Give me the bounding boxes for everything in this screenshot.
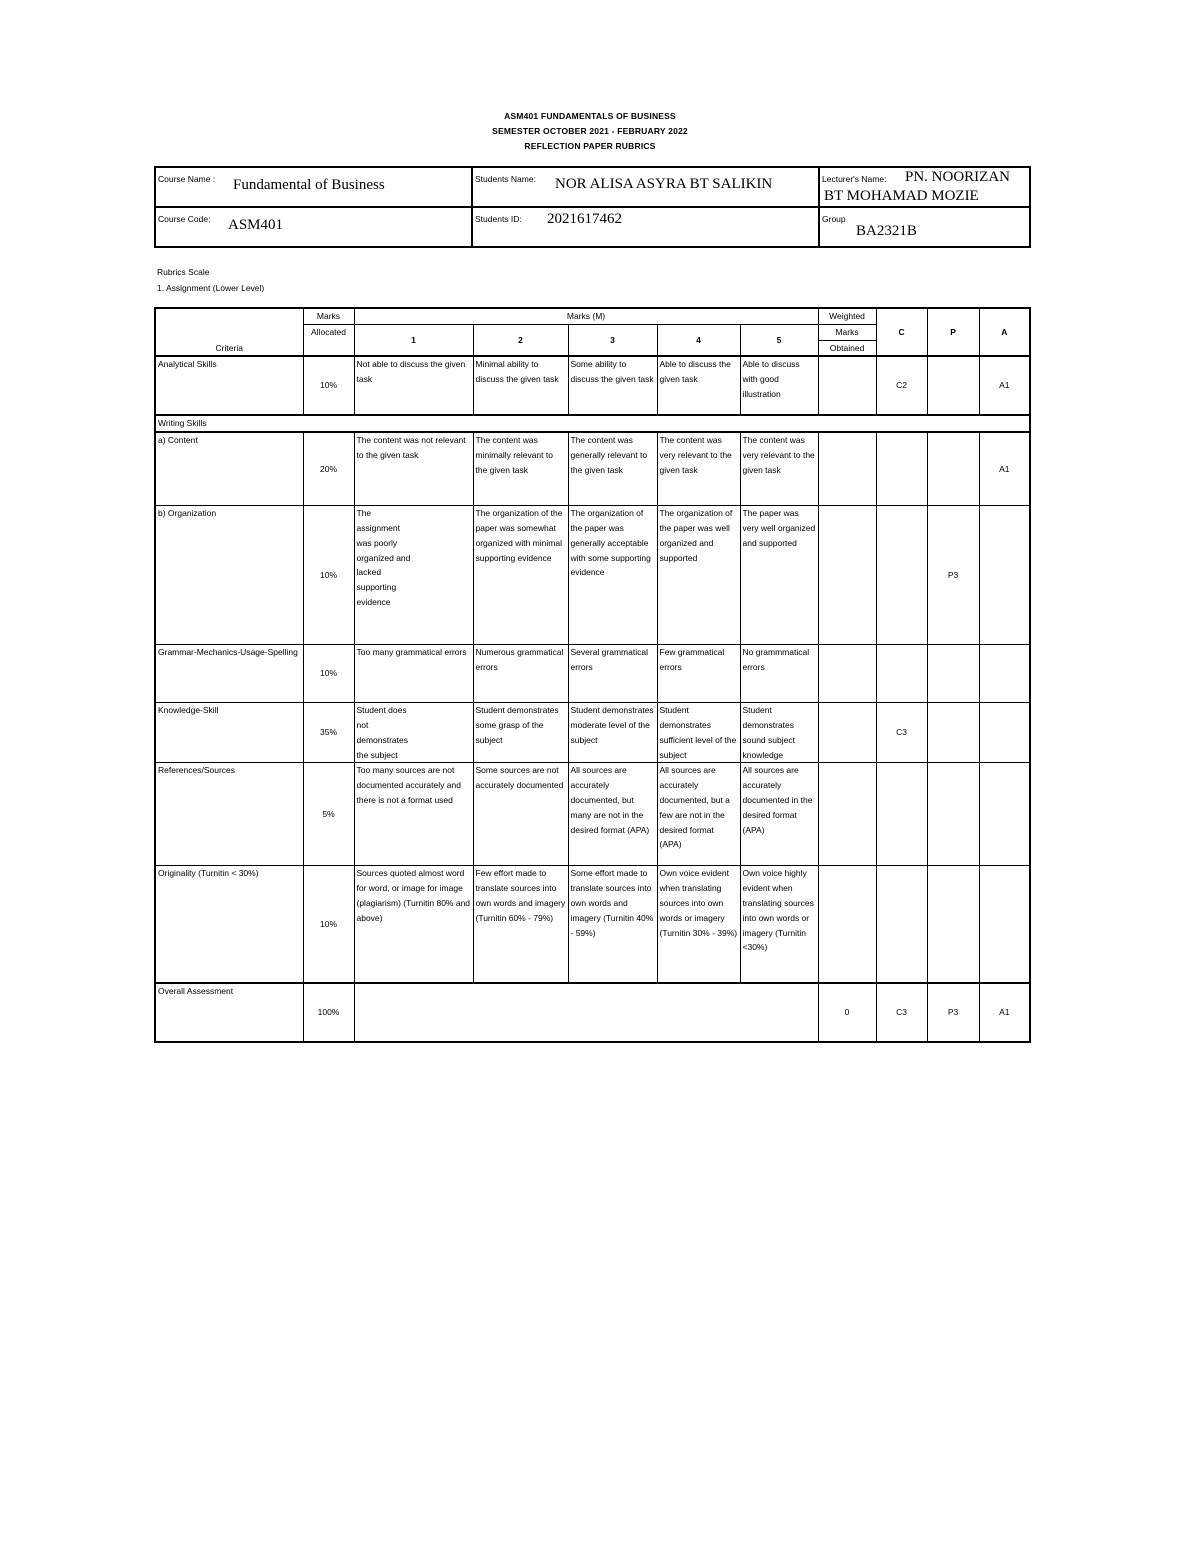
alloc-overall: 100%	[303, 983, 354, 1042]
rubric-row-knowledge	[155, 703, 1030, 763]
course-name-value: Fundamental of Business	[233, 177, 385, 193]
level-3-content: The content was generally relevant to the given task	[568, 432, 657, 506]
level-2-references: Some sources are not accurately documented	[473, 763, 568, 866]
rubric-scale-subtitle: 1. Assignment (Lower Level)	[157, 283, 265, 293]
alloc-organization: 10%	[303, 506, 354, 645]
c-organization	[876, 506, 927, 645]
header-obtained: Obtained	[818, 340, 876, 356]
header-marks: Marks	[303, 308, 354, 324]
level-1-analytical: Not able to discuss the given task	[354, 356, 473, 415]
rubric-row-analytical	[155, 356, 1030, 415]
student-id-value: 2021617462	[547, 211, 622, 227]
weighted-overall: 0	[818, 983, 876, 1042]
level-5-analytical: Able to discuss with good illustration	[740, 356, 818, 415]
alloc-knowledge: 35%	[303, 703, 354, 763]
level-4-grammar: Few grammatical errors	[657, 645, 740, 703]
student-id-cell	[472, 207, 819, 247]
a-overall: A1	[979, 983, 1030, 1042]
rubric-header-row-1	[155, 308, 1030, 324]
p-organization: P3	[927, 506, 979, 645]
overall-empty-cell	[354, 983, 818, 1042]
weighted-references	[818, 763, 876, 866]
level-3-grammar: Several grammatical errors	[568, 645, 657, 703]
header-c: C	[876, 308, 927, 356]
level-5-organization: The paper was very well organized and supported	[740, 506, 818, 645]
rubric-table	[154, 307, 1031, 1043]
student-id-label: Students ID:	[475, 214, 522, 224]
level-2-knowledge: Student demonstrates some grasp of the subject	[473, 703, 568, 763]
level-3-knowledge: Student demonstrates moderate level of the subject	[568, 703, 657, 763]
header-a: A	[979, 308, 1030, 356]
header-weighted: Weighted	[818, 308, 876, 324]
header-rubric-title: REFLECTION PAPER RUBRICS	[524, 141, 656, 151]
a-organization	[979, 506, 1030, 645]
course-code-cell	[155, 207, 472, 247]
document-header	[0, 109, 1180, 154]
header-level-3: 3	[568, 324, 657, 356]
lecturer-cell	[819, 167, 1030, 207]
level-3-organization: The organization of the paper was generally acceptable with some supporting evidence	[568, 506, 657, 645]
rubric-scale-title: Rubrics Scale	[157, 267, 210, 277]
level-1-references: Too many sources are not documented accurately and there is not a format used	[354, 763, 473, 866]
group-cell	[819, 207, 1030, 247]
header-course-title: ASM401 FUNDAMENTALS OF BUSINESS	[504, 111, 676, 121]
c-content	[876, 432, 927, 506]
alloc-references: 5%	[303, 763, 354, 866]
rubric-scale	[157, 264, 264, 296]
header-level-5: 5	[740, 324, 818, 356]
alloc-content: 20%	[303, 432, 354, 506]
weighted-originality	[818, 866, 876, 984]
level-3-analytical: Some ability to discuss the given task	[568, 356, 657, 415]
a-analytical: A1	[979, 356, 1030, 415]
level-2-content: The content was minimally relevant to the given task	[473, 432, 568, 506]
level-5-content: The content was very relevant to the given task	[740, 432, 818, 506]
c-originality	[876, 866, 927, 984]
criteria-organization: b) Organization	[155, 506, 303, 645]
weighted-grammar	[818, 645, 876, 703]
alloc-originality: 10%	[303, 866, 354, 984]
a-content: A1	[979, 432, 1030, 506]
level-5-originality: Own voice highly evident when translating sources into own words or imagery (Turnitin <30%)	[740, 866, 818, 984]
course-code-label: Course Code:	[158, 214, 211, 224]
level-4-knowledge: Student demonstrates sufficient level of the subject	[657, 703, 740, 763]
student-name-cell	[472, 167, 819, 207]
rubric-row-organization	[155, 506, 1030, 645]
header-criteria: Criteria	[155, 308, 303, 356]
a-grammar	[979, 645, 1030, 703]
lecturer-value-line1: PN. NOORIZAN	[905, 169, 1010, 185]
level-4-originality: Own voice evident when translating sources into own words or imagery (Turnitin 30% - 39%)	[657, 866, 740, 984]
level-1-grammar: Too many grammatical errors	[354, 645, 473, 703]
p-analytical	[927, 356, 979, 415]
header-level-1: 1	[354, 324, 473, 356]
level-4-organization: The organization of the paper was well organized and supported	[657, 506, 740, 645]
level-5-grammar: No grammmatical errors	[740, 645, 818, 703]
rubric-row-overall	[155, 983, 1030, 1042]
header-semester: SEMESTER OCTOBER 2021 - FEBRUARY 2022	[492, 126, 688, 136]
header-weighted-marks: Marks	[818, 324, 876, 340]
p-overall: P3	[927, 983, 979, 1042]
rubric-row-originality	[155, 866, 1030, 984]
level-1-originality: Sources quoted almost word for word, or image for image (plagiarism) (Turnitin 80% and above)	[354, 866, 473, 984]
level-4-references: All sources are accurately documented, but a few are not in the desired format (APA)	[657, 763, 740, 866]
a-originality	[979, 866, 1030, 984]
weighted-content	[818, 432, 876, 506]
level-3-references: All sources are accurately documented, but many are not in the desired format (APA)	[568, 763, 657, 866]
lecturer-label: Lecturer's Name:	[822, 174, 887, 184]
c-grammar	[876, 645, 927, 703]
criteria-knowledge: Knowledge-Skill	[155, 703, 303, 763]
p-references	[927, 763, 979, 866]
c-overall: C3	[876, 983, 927, 1042]
group-value: BA2321B	[856, 223, 917, 239]
c-references	[876, 763, 927, 866]
level-2-grammar: Numerous grammatical errors	[473, 645, 568, 703]
level-1-knowledge: Student does not demonstrates the subject	[354, 703, 473, 763]
level-5-references: All sources are accurately documented in the desired format (APA)	[740, 763, 818, 866]
weighted-organization	[818, 506, 876, 645]
course-code-value: ASM401	[228, 217, 284, 233]
writing-skills-label: Writing Skills	[155, 415, 1030, 432]
level-1-organization: The assignment was poorly organized and lacked supporting evidence	[354, 506, 473, 645]
header-p: P	[927, 308, 979, 356]
student-info-table	[154, 166, 1031, 248]
student-name-label: Students Name:	[475, 174, 536, 184]
group-label: Group	[822, 214, 846, 224]
criteria-content: a) Content	[155, 432, 303, 506]
criteria-references: References/Sources	[155, 763, 303, 866]
level-1-content: The content was not relevant to the given task	[354, 432, 473, 506]
lecturer-value-line2: BT MOHAMAD MOZIE	[824, 188, 979, 204]
c-knowledge: C3	[876, 703, 927, 763]
rubric-row-references	[155, 763, 1030, 866]
level-3-originality: Some effort made to translate sources into own words and imagery (Turnitin 40% - 59%)	[568, 866, 657, 984]
header-level-4: 4	[657, 324, 740, 356]
level-4-content: The content was very relevant to the given task	[657, 432, 740, 506]
level-2-organization: The organization of the paper was somewhat organized with minimal supporting evidence	[473, 506, 568, 645]
a-knowledge	[979, 703, 1030, 763]
alloc-grammar: 10%	[303, 645, 354, 703]
criteria-overall: Overall Assessment	[155, 983, 303, 1042]
p-grammar	[927, 645, 979, 703]
p-knowledge	[927, 703, 979, 763]
level-2-originality: Few effort made to translate sources into own words and imagery (Turnitin 60% - 79%)	[473, 866, 568, 984]
course-name-label: Course Name :	[158, 174, 216, 184]
criteria-originality: Originality (Turnitin < 30%)	[155, 866, 303, 984]
weighted-knowledge	[818, 703, 876, 763]
level-4-analytical: Able to discuss the given task	[657, 356, 740, 415]
c-analytical: C2	[876, 356, 927, 415]
criteria-grammar: Grammar-Mechanics-Usage-Spelling	[155, 645, 303, 703]
header-marks-m: Marks (M)	[354, 308, 818, 324]
alloc-analytical: 10%	[303, 356, 354, 415]
p-originality	[927, 866, 979, 984]
level-2-analytical: Minimal ability to discuss the given task	[473, 356, 568, 415]
level-5-knowledge: Student demonstrates sound subject knowledge	[740, 703, 818, 763]
header-allocated: Allocated	[303, 324, 354, 356]
rubric-row-writing-skills	[155, 415, 1030, 432]
weighted-analytical	[818, 356, 876, 415]
rubric-row-content	[155, 432, 1030, 506]
course-name-cell	[155, 167, 472, 207]
header-level-2: 2	[473, 324, 568, 356]
rubric-row-grammar	[155, 645, 1030, 703]
a-references	[979, 763, 1030, 866]
student-name-value: NOR ALISA ASYRA BT SALIKIN	[555, 176, 773, 192]
p-content	[927, 432, 979, 506]
criteria-analytical: Analytical Skills	[155, 356, 303, 415]
